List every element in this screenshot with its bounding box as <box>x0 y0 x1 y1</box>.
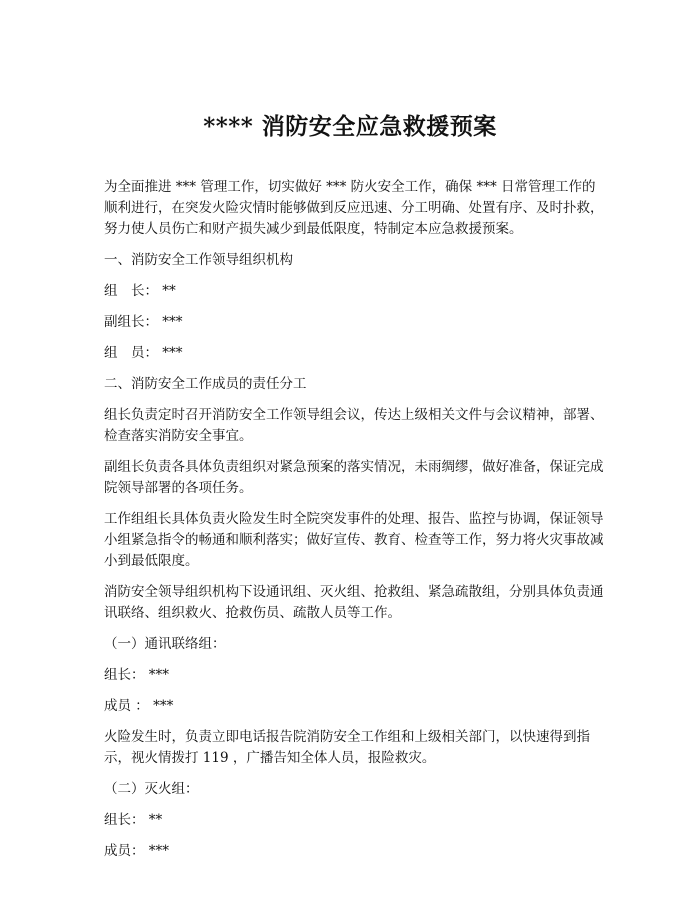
document-body <box>104 177 604 872</box>
body-paragraph: 火险发生时，负责立即电话报告院消防安全工作组和上级相关部门，以快速得到指示，视火情拨打 119 ，广播告知全体人员，报险救灾。 <box>104 729 590 766</box>
subsection-heading: （一）通讯联络组： <box>104 636 226 652</box>
role-line: 组长： ** <box>104 812 163 828</box>
body-paragraph: 组长负责定时召开消防安全工作领导组会议，传达上级相关文件与会议精神，部署、检查落实消防安全事宜。 <box>104 407 604 444</box>
role-line: 组 长： ** <box>104 283 176 299</box>
section-heading: 一、消防安全工作领导组织机构 <box>104 252 293 268</box>
subsection-heading: （二）灭火组： <box>104 781 199 797</box>
body-paragraph: 工作组组长具体负责火险发生时全院突发事件的处理、报告、监控与协调，保证领导小组紧急指令的畅通和顺利落实；做好宣传、教育、检查等工作，努力将火灾事故减小到最低限度。 <box>104 511 604 569</box>
body-paragraph: 消防安全领导组织机构下设通讯组、灭火组、抢救组、紧急疏散组，分别具体负责通讯联络、组织救火、抢救伤员、疏散人员等工作。 <box>104 584 604 621</box>
role-line: 组 员： *** <box>104 345 183 361</box>
role-line: 成员： *** <box>104 843 170 859</box>
role-line: 副组长： *** <box>104 314 183 330</box>
role-line: 组长： *** <box>104 667 170 683</box>
section-heading: 二、消防安全工作成员的责任分工 <box>104 376 307 392</box>
body-paragraph: 副组长负责各具体负责组织对紧急预案的落实情况，未雨绸缪，做好准备，保证完成院领导部署的各项任务。 <box>104 459 604 496</box>
document-title: **** 消防安全应急救援预案 <box>203 113 497 140</box>
role-line: 成员 ： *** <box>104 698 174 714</box>
intro-paragraph: 为全面推进 *** 管理工作，切实做好 *** 防火安全工作，确保 *** 日常管理工作的顺利进行，在突发火险灾情时能够做到反应迅速、分工明确、处置有序、及时扑救，努力使人员伤亡和财产损失减少到最低限度，特制定本应急救援预案。 <box>104 179 604 237</box>
